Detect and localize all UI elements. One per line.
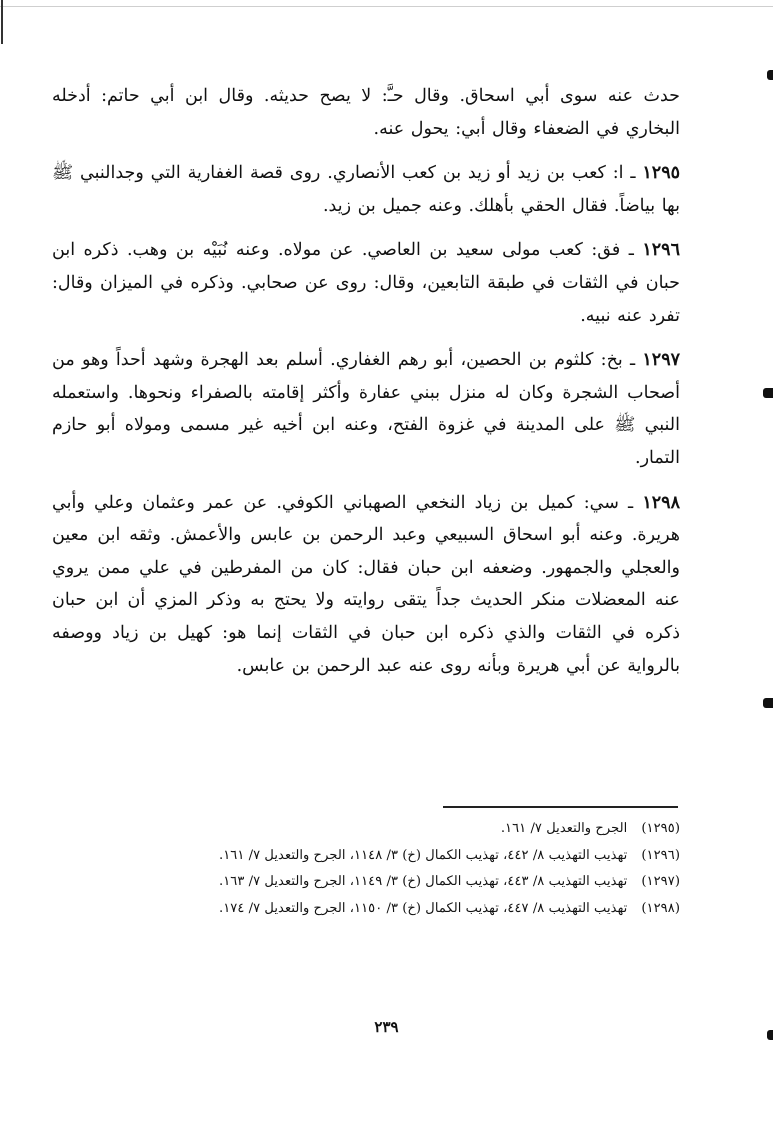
entry-1295 — [52, 157, 680, 222]
footnote-1296 — [118, 843, 680, 870]
footnote-number: (١٢٩٦) — [641, 847, 680, 863]
entry-number: ١٢٩٨ — [642, 492, 680, 513]
footnote-text: الجرح والتعديل ٧/ ١٦١. — [500, 821, 628, 836]
page-number: ٢٣٩ — [374, 1018, 399, 1036]
scan-left-edge — [1, 0, 3, 44]
footnote-number: (١٢٩٥) — [641, 821, 680, 836]
entry-text: ـ ا: كعب بن زيد أو زيد بن كعب الأنصاري. روى قصة الغفارية التي وجدالنبي ﷺ بها بياضاً. فقال الحقي بأهلك. وعنه جميل بن زيد. — [52, 163, 680, 216]
entry-1298 — [52, 487, 680, 683]
footnote-divider — [443, 806, 678, 808]
footnote-number: (١٢٩٨) — [641, 900, 680, 916]
entry-number: ١٢٩٦ — [642, 240, 680, 261]
margin-mark — [763, 388, 773, 398]
margin-mark — [767, 70, 773, 80]
footnote-1297 — [118, 869, 680, 896]
entry-text: حدث عنه سوى أبي اسحاق. وقال حـَّ: لا يصح حديثه. وقال ابن أبي حاتم: أدخله البخاري في الضعفاء وقال أبي: يحول عنه. — [52, 86, 680, 139]
footnotes — [118, 816, 680, 922]
footnote-1295 — [118, 816, 680, 843]
entry-1296 — [52, 234, 680, 332]
entry-1297 — [52, 344, 680, 474]
entry-number: ١٢٩٥ — [642, 163, 680, 184]
entry-text: ـ سي: كميل بن زياد النخعي الصهباني الكوفي. عن عمر وعثمان وعلي وأبي هريرة. وعنه أبو اسحاق السبيعي وعبد الرحمن بن عابس والأعمش. وثقه ابن معين والعجلي والجمهور. وضعفه ابن حبان فقال: كان من المفرطين في علي ممن يروي عنه المعضلات منكر الحديث جداً يتقى روايته ولا يحتج به وذكر المزي أن ابن حبان ذكره في الثقات والذي ذكره ابن حبان في الثقات إنما هو: كهيل بن زياد ووصفه بالرواية عن أبي هريرة وبأنه روى عنه عبد الرحمن بن عابس. — [52, 492, 680, 676]
footnote-number: (١٢٩٧) — [641, 874, 680, 889]
scan-top-line — [0, 6, 773, 7]
footnote-text: تهذيب التهذيب ٨/ ٤٤٢، تهذيب الكمال (خ) ٣/ ١١٤٨، الجرح والتعديل ٧/ ١٦١. — [219, 847, 628, 863]
footnote-text: تهذيب التهذيب ٨/ ٤٤٣، تهذيب الكمال (خ) ٣/ ١١٤٩، الجرح والتعديل ٧/ ١٦٣. — [219, 874, 628, 889]
footnote-text: تهذيب التهذيب ٨/ ٤٤٧، تهذيب الكمال (خ) ٣/ ١١٥٠، الجرح والتعديل ٧/ ١٧٤. — [219, 900, 628, 916]
footnote-1298 — [118, 896, 680, 923]
margin-mark — [763, 698, 773, 708]
entry-number: ١٢٩٧ — [642, 350, 680, 371]
entry-text: ـ فق: كعب مولى سعيد بن العاصي. عن مولاه. وعنه نُبَيْه بن وهب. ذكره ابن حبان في الثقات في طبقة التابعين، وقال: روى عن صحابي. وذكره في الميزان وقال: تفرد عنه نبيه. — [52, 240, 680, 326]
entry-text: ـ بخ: كلثوم بن الحصين، أبو رهم الغفاري. أسلم بعد الهجرة وشهد أحداً وهو من أصحاب الشجرة وكان له منزل ببني عفارة وأكثر إقامته بالصفراء ونحوها. واستعمله النبي ﷺ على المدينة في غزوة الفتح، وعنه ابن أخيه غير مسمى ومولاه أبو حازم التمار. — [52, 350, 681, 468]
entry-continuation — [52, 80, 680, 145]
main-text — [52, 80, 680, 694]
